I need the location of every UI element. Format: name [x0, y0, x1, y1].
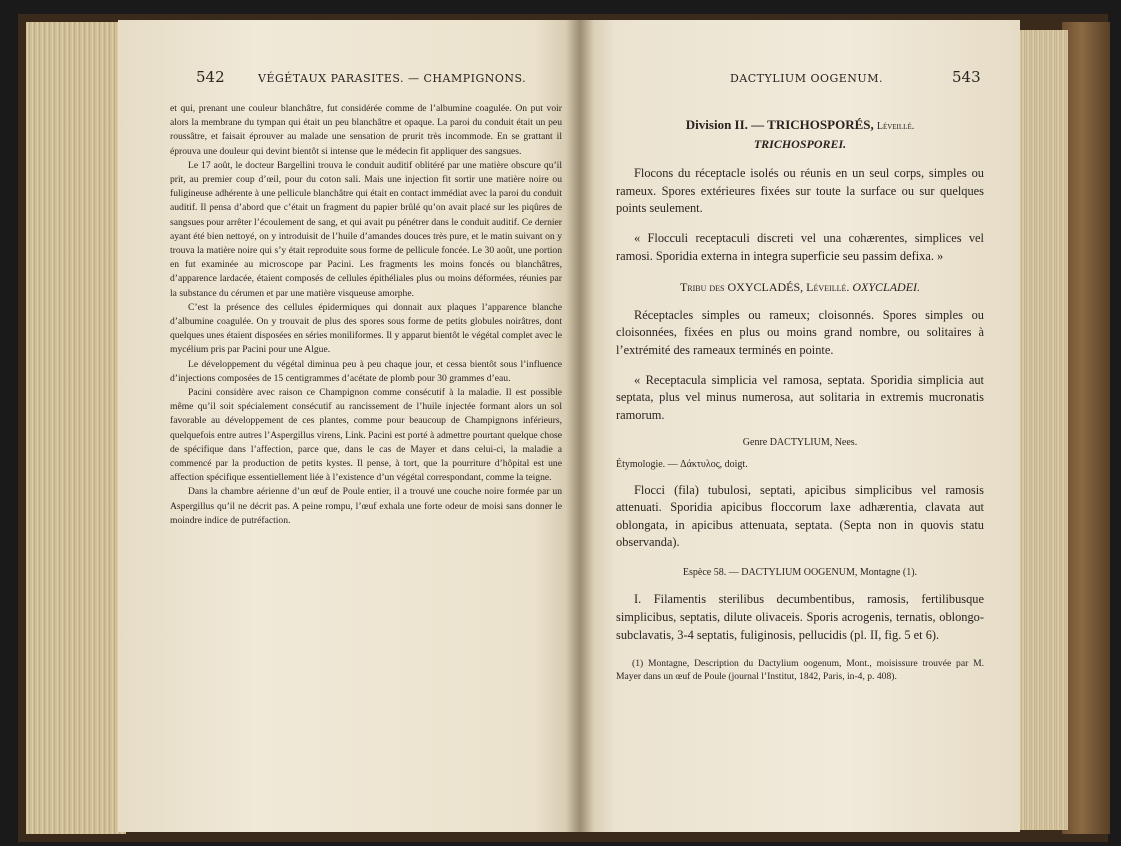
tribe-title: Tribu des OXYCLADÉS, Léveillé. [679, 280, 850, 295]
tribe-latin: OXYCLADEI. [852, 280, 921, 295]
etymology: Étymologie. — Δάκτυλος, doigt. [616, 458, 748, 470]
tribe-heading [616, 279, 984, 297]
division-latin: TRICHOSPOREI. [753, 136, 847, 151]
division-heading [616, 116, 984, 153]
left-page-number: 542 [196, 68, 225, 86]
left-page [118, 20, 580, 832]
left-page-body [170, 102, 562, 528]
paragraph: Le 17 août, le docteur Bargellini trouva le conduit auditif oblitéré par une matière obscure qu’il prit, au premier coup d’œil, pour du coton sali. Mais une injection fit sortir une matière noire ou fuligineuse adhérente à une pellicule blanchâtre qui était en contact immédiat avec la paroi du conduit auditif. Il pensa d’abord que c’était un fragment du papier brûlé qu’on avait placé sur les piqûres de sangsues pour arrêter l’écoulement de sang, et qui avait pu pénétrer dans le conduit auditif. Ce dernier ayant été bien nettoyé, on y introduisit de l’huile d’amandes douces très pure, et le matin suivant on y trouva la matière noire qui s’y était reproduite sous forme de pellicule foncée. Le 30 août, une portion en fut examinée au microscope par Pacini. Les fragments les moins foncés ou blanchâtres, d’apparence lardacée, étaient composés de cellules épithéliales plus ou moins déformées, réunies par la substance du cérumen et par une matière visqueuse amorphe. [170, 159, 562, 299]
paragraph: Pacini considère avec raison ce Champignon comme consécutif à la maladie. Il est possible même qu’il soit spécialement consécutif au rancissement de l’huile injectée formant alors un sol favorable au développement de ces plantes, comme pour beaucoup de Champignons inférieurs, quelquefois entre autres l’Aspergillus virens, Link. Pacini est porté à admettre pourtant quelque chose de spécifique dans l’affection, parce que, dans le cas de Mayer et dans celui-ci, la maladie a commencé par la production de petits kystes. Il pense, à tort, que la pourriture d’hôpital est une affection spécifique essentiellement liée à l’existence d’un végétal correspondant, comme la teigne. [170, 387, 562, 484]
right-page [580, 20, 1020, 832]
genus-heading: Genre DACTYLIUM, Nees. [742, 437, 858, 449]
paragraph: Dans la chambre aérienne d’un œuf de Poule entier, il a trouvé une couche noire formée par un Aspergillus qu’il ne décrit pas. A peine rompu, l’œuf exhala une forte odeur de moisi sans donner le moindre indice de putréfaction. [170, 486, 562, 526]
paragraph: « Flocculi receptaculi discreti vel una cohærentes, simplices vel ramosi. Sporidia externa in integra superficie seu passim defixa. » [616, 230, 984, 263]
species-heading: Espèce 58. — DACTYLIUM OOGENUM, Montagne (1). [682, 566, 918, 578]
right-cover [1062, 22, 1110, 834]
paragraph: Réceptacles simples ou rameux; cloisonnés. Spores simples ou cloisonnées, fixées en plus ou moins grand nombre, ou solitaires à l’extrémité des rameaux terminés en pointe. [616, 307, 984, 357]
right-page-body [616, 116, 984, 683]
paragraph: et qui, prenant une couleur blanchâtre, fut considérée comme de l’albumine coagulée. On put voir alors la membrane du tympan qui était un peu blanchâtre et opaque. La paroi du conduit était un peu roussâtre, et faisait éprouver au malade une sensation de prurit très incommode. En se grattant il éprouva une douleur qui devint bientôt si intense que le médecin fit appliquer des sangsues. [170, 103, 562, 157]
left-running-head: VÉGÉTAUX PARASITES. — CHAMPIGNONS. [258, 72, 527, 85]
footnote: (1) Montagne, Description du Dactylium oogenum, Mont., moisissure trouvée par M. Mayer dans un œuf de Poule (journal l’Institut, 1842, Paris, in-4, p. 408). [616, 658, 984, 682]
right-page-number: 543 [952, 68, 981, 86]
paragraph: I. Filamentis sterilibus decumbentibus, ramosis, fertilibusque simplicibus, septatis, dilute olivaceis. Sporis acrogenis, ternatis, oblongo-subclavatis, 3-4 septatis, fuliginosis, pellucidis (pl. II, fig. 5 et 6). [616, 592, 984, 642]
book-gutter [566, 20, 594, 832]
right-running-head: DACTYLIUM OOGENUM. [730, 72, 883, 85]
division-title: Division II. — TRICHOSPORÉS, [685, 117, 874, 132]
paragraph: C’est la présence des cellules épidermiques qui donnait aux plaques l’apparence blanche d’albumine coagulée. On y trouvait de plus des spores sous forme de petits globules noirâtres, dont quelques unes étaient disposées en séries moniliformes. Il y apparut bientôt le végétal complet avec le mycélium pris par Pacini pour une Algue. [170, 301, 562, 356]
paragraph: Flocons du réceptacle isolés ou réunis en un seul corps, simples ou rameux. Spores extérieures fixées sur toute la surface ou sur quelques points seulement. [616, 166, 984, 216]
left-page-edges [26, 22, 126, 834]
paragraph: « Receptacula simplicia vel ramosa, septata. Sporidia simplicia aut septata, plus vel minus numerosa, aut solitaria in extremis mucronatis ramorum. [616, 372, 984, 422]
paragraph: Le développement du végétal diminua peu à peu chaque jour, et cessa bientôt sous l’influence d’injections composées de 15 centigrammes d’acétate de plomb pour 30 grammes d’eau. [170, 358, 562, 384]
paragraph: Flocci (fila) tubulosi, septati, apicibus simplicibus vel ramosis attenuati. Sporidia apicibus floccorum laxe adhærentia, clavata aut oblongata, in apicibus attenuata, septata. (Septa non in quovis statu observanda). [616, 482, 984, 550]
division-author: Léveillé. [876, 121, 915, 132]
